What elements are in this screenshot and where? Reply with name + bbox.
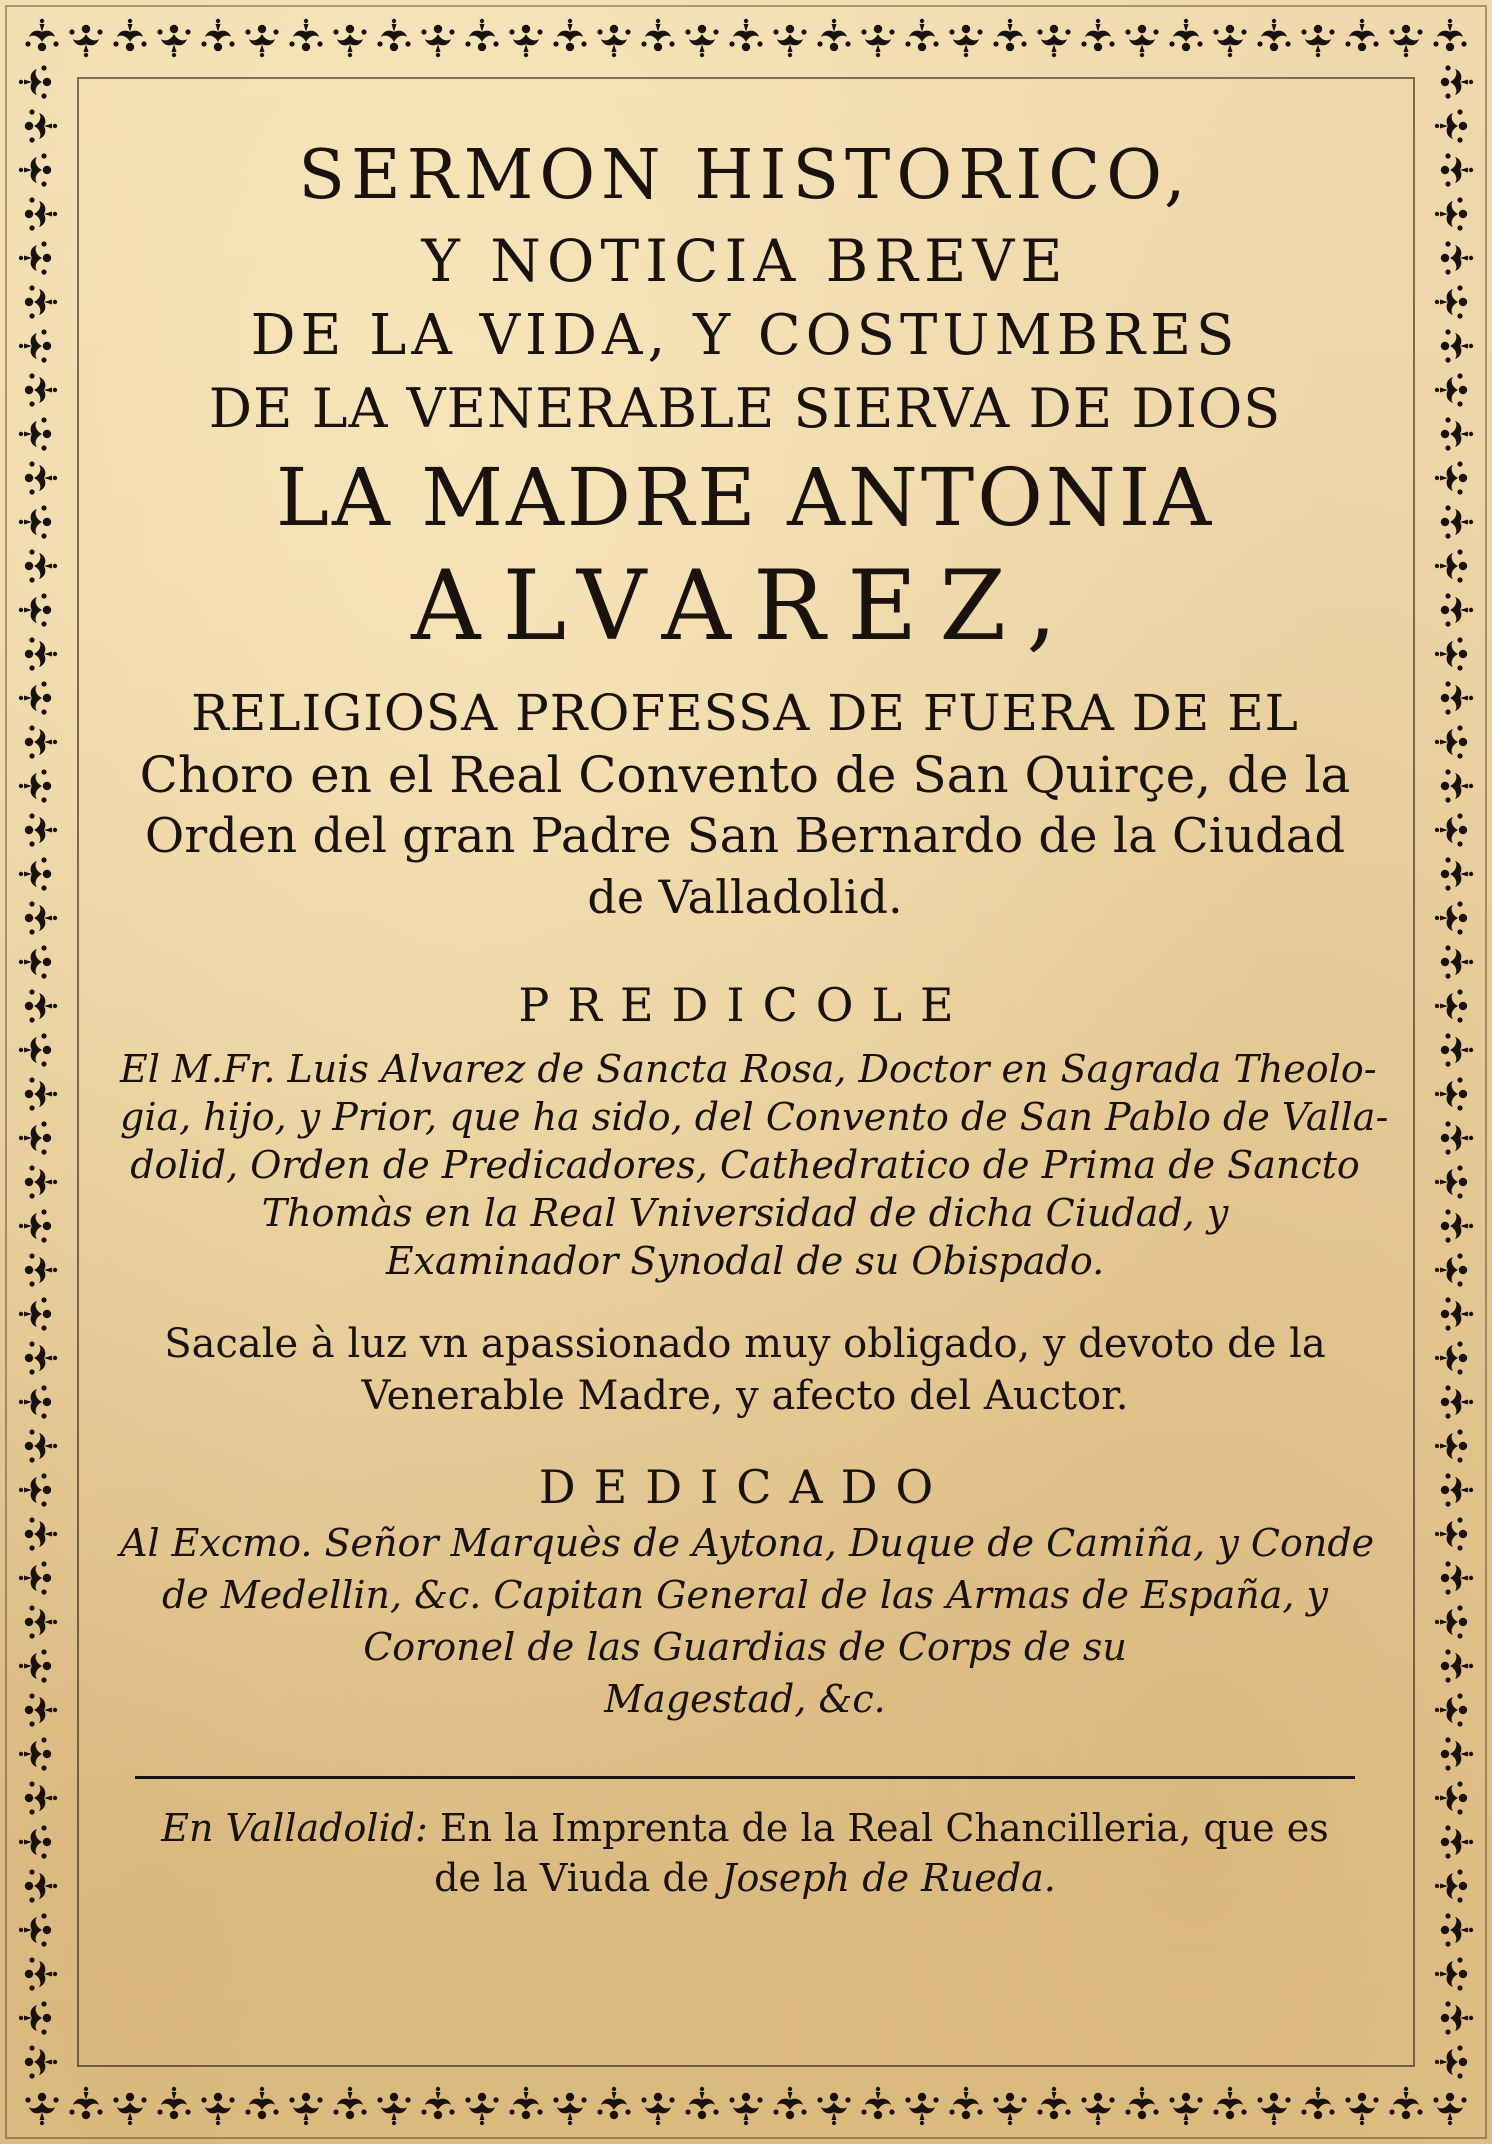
fleuron-ornament bbox=[25, 109, 57, 142]
fleuron-ornament bbox=[1435, 373, 1467, 406]
fleuron-ornament bbox=[1441, 1561, 1473, 1594]
fleuron-ornament bbox=[949, 2087, 982, 2119]
fleuron-ornament bbox=[69, 2087, 102, 2119]
fleuron-ornament bbox=[333, 25, 366, 57]
fleuron-ornament bbox=[993, 19, 1026, 51]
fleuron-ornament bbox=[773, 25, 806, 57]
fleuron-ornament bbox=[19, 505, 51, 538]
fleuron-ornament bbox=[25, 901, 57, 934]
fleuron-ornament bbox=[1389, 2087, 1422, 2119]
fleuron-ornament bbox=[245, 2087, 278, 2119]
fleuron-ornament bbox=[1441, 1737, 1473, 1770]
fleuron-ornament bbox=[949, 25, 982, 57]
title-line-1: SERMON HISTORICO, bbox=[298, 136, 1192, 215]
title-line-6: ALVAREZ, bbox=[411, 550, 1079, 662]
fleuron-ornament bbox=[1435, 901, 1467, 934]
fleuron-ornament bbox=[1435, 1077, 1467, 1110]
fleuron-ornament bbox=[1441, 1385, 1473, 1418]
fleuron-ornament bbox=[597, 2087, 630, 2119]
fleuron-ornament bbox=[685, 2087, 718, 2119]
fleuron-ornament bbox=[1441, 329, 1473, 362]
fleuron-ornament bbox=[25, 725, 57, 758]
fleuron-ornament bbox=[1441, 1913, 1473, 1946]
fleuron-ornament bbox=[641, 19, 674, 51]
fleuron-ornament bbox=[1441, 945, 1473, 978]
title-line-9: Orden del gran Padre San Bernardo de la Ciudad bbox=[144, 808, 1346, 864]
fleuron-ornament bbox=[1435, 197, 1467, 230]
fleuron-ornament bbox=[1441, 1473, 1473, 1506]
fleuron-ornament bbox=[1441, 1121, 1473, 1154]
fleuron-ornament bbox=[19, 241, 51, 274]
fleuron-ornament bbox=[25, 989, 57, 1022]
fleuron-ornament bbox=[1081, 19, 1114, 51]
fleuron-ornament bbox=[773, 2087, 806, 2119]
fleuron-ornament bbox=[817, 2093, 850, 2125]
fleuron-ornament bbox=[509, 25, 542, 57]
fleuron-ornament bbox=[1441, 1297, 1473, 1330]
fleuron-ornament bbox=[157, 2087, 190, 2119]
fleuron-ornament bbox=[1433, 19, 1466, 51]
sacale-line-2: Venerable Madre, y afecto del Auctor. bbox=[361, 1373, 1129, 1419]
fleuron-ornament bbox=[201, 19, 234, 51]
fleuron-ornament bbox=[19, 1561, 51, 1594]
fleuron-ornament bbox=[905, 19, 938, 51]
fleuron-ornament bbox=[25, 1165, 57, 1198]
horizontal-rule bbox=[135, 1776, 1355, 1779]
title-line-2: Y NOTICIA BREVE bbox=[421, 227, 1069, 295]
fleuron-ornament bbox=[113, 19, 146, 51]
predicole-line-5: Examinador Synodal de su Obispado. bbox=[385, 1239, 1105, 1283]
predicole-line-3: dolid, Orden de Predicadores, Cathedratico de Prima de Sancto bbox=[130, 1143, 1360, 1187]
dedicado-line-2: de Medellin, &c. Capitan General de las Armas de España, y bbox=[161, 1573, 1329, 1617]
fleuron-ornament bbox=[1125, 2087, 1158, 2119]
fleuron-ornament bbox=[19, 857, 51, 890]
fleuron-ornament bbox=[1441, 1209, 1473, 1242]
imprint-place: En Valladolid: bbox=[161, 1806, 428, 1850]
predicole-line-2: gia, hijo, y Prior, que ha sido, del Convento de San Pablo de Valla- bbox=[120, 1095, 1389, 1139]
fleuron-ornament bbox=[1435, 1957, 1467, 1990]
fleuron-ornament bbox=[19, 417, 51, 450]
fleuron-ornament bbox=[19, 1825, 51, 1858]
fleuron-ornament bbox=[1435, 1693, 1467, 1726]
fleuron-ornament bbox=[1257, 19, 1290, 51]
fleuron-ornament bbox=[25, 1781, 57, 1814]
fleuron-ornament bbox=[993, 2093, 1026, 2125]
fleuron-ornament bbox=[1441, 2001, 1473, 2034]
fleuron-ornament bbox=[1213, 2087, 1246, 2119]
fleuron-ornament bbox=[377, 2093, 410, 2125]
fleuron-ornament bbox=[1435, 109, 1467, 142]
fleuron-ornament bbox=[1345, 2093, 1378, 2125]
fleuron-ornament bbox=[19, 1913, 51, 1946]
fleuron-ornament bbox=[905, 2093, 938, 2125]
fleuron-ornament bbox=[25, 197, 57, 230]
fleuron-ornament bbox=[1441, 1649, 1473, 1682]
fleuron-ornament bbox=[1441, 241, 1473, 274]
imprint-widow: de la Viuda de bbox=[434, 1856, 710, 1900]
fleuron-ornament bbox=[465, 19, 498, 51]
fleuron-ornament bbox=[1441, 417, 1473, 450]
fleuron-ornament bbox=[157, 25, 190, 57]
fleuron-ornament bbox=[1037, 25, 1070, 57]
fleuron-ornament bbox=[25, 1341, 57, 1374]
fleuron-ornament bbox=[25, 2093, 58, 2125]
fleuron-ornament bbox=[1435, 725, 1467, 758]
fleuron-ornament bbox=[25, 1869, 57, 1902]
fleuron-ornament bbox=[69, 25, 102, 57]
fleuron-ornament bbox=[1435, 989, 1467, 1022]
fleuron-ornament bbox=[1435, 461, 1467, 494]
imprint-name: Joseph de Rueda. bbox=[721, 1856, 1056, 1900]
fleuron-ornament bbox=[1435, 813, 1467, 846]
fleuron-ornament bbox=[465, 2093, 498, 2125]
fleuron-ornament bbox=[1441, 681, 1473, 714]
fleuron-ornament bbox=[1435, 285, 1467, 318]
fleuron-ornament bbox=[1433, 2093, 1466, 2125]
fleuron-ornament bbox=[289, 2093, 322, 2125]
fleuron-ornament bbox=[19, 1385, 51, 1418]
fleuron-ornament bbox=[19, 769, 51, 802]
fleuron-ornament bbox=[1435, 1605, 1467, 1638]
fleuron-ornament bbox=[1213, 25, 1246, 57]
fleuron-ornament bbox=[19, 329, 51, 362]
fleuron-ornament bbox=[19, 593, 51, 626]
predicole-line-1: El M.Fr. Luis Alvarez de Sancta Rosa, Doctor en Sagrada Theolo- bbox=[120, 1047, 1377, 1091]
fleuron-ornament bbox=[597, 25, 630, 57]
fleuron-ornament bbox=[19, 1649, 51, 1682]
title-line-4: DE LA VENERABLE SIERVA DE DIOS bbox=[208, 377, 1282, 440]
fleuron-ornament bbox=[817, 19, 850, 51]
fleuron-ornament bbox=[1081, 2093, 1114, 2125]
fleuron-ornament bbox=[861, 2087, 894, 2119]
fleuron-ornament bbox=[19, 153, 51, 186]
fleuron-ornament bbox=[19, 65, 51, 98]
fleuron-ornament bbox=[1441, 153, 1473, 186]
fleuron-ornament bbox=[19, 1473, 51, 1506]
fleuron-ornament bbox=[1435, 1253, 1467, 1286]
fleuron-ornament bbox=[1435, 637, 1467, 670]
title-line-7: RELIGIOSA PROFESSA DE FUERA DE EL bbox=[191, 684, 1299, 742]
fleuron-ornament bbox=[25, 637, 57, 670]
fleuron-ornament bbox=[25, 373, 57, 406]
fleuron-ornament bbox=[1301, 2087, 1334, 2119]
title-line-8: Choro en el Real Convento de San Quirçe, de la bbox=[139, 746, 1351, 804]
sacale-line-1: Sacale à luz vn apassionado muy obligado, y devoto de la bbox=[164, 1321, 1326, 1367]
fleuron-ornament bbox=[421, 2087, 454, 2119]
dedicado-line-1: Al Excmo. Señor Marquès de Aytona, Duque de Camiña, y Conde bbox=[120, 1521, 1375, 1565]
predicole-heading: PREDICOLE bbox=[518, 978, 972, 1032]
fleuron-ornament bbox=[685, 25, 718, 57]
fleuron-ornament bbox=[729, 19, 762, 51]
fleuron-ornament bbox=[25, 1605, 57, 1638]
fleuron-ornament bbox=[1441, 1033, 1473, 1066]
fleuron-ornament bbox=[25, 1253, 57, 1286]
fleuron-ornament bbox=[1435, 1781, 1467, 1814]
title-line-10: de Valladolid. bbox=[587, 870, 903, 924]
fleuron-ornament bbox=[729, 2093, 762, 2125]
dedicado-line-3: Coronel de las Guardias de Corps de su bbox=[363, 1625, 1127, 1669]
fleuron-ornament bbox=[1441, 505, 1473, 538]
fleuron-ornament bbox=[25, 285, 57, 318]
fleuron-ornament bbox=[19, 1121, 51, 1154]
fleuron-ornament bbox=[25, 549, 57, 582]
fleuron-ornament bbox=[1435, 1165, 1467, 1198]
fleuron-ornament bbox=[509, 2087, 542, 2119]
fleuron-ornament bbox=[25, 19, 58, 51]
fleuron-ornament bbox=[25, 813, 57, 846]
fleuron-ornament bbox=[245, 25, 278, 57]
fleuron-ornament bbox=[1441, 857, 1473, 890]
title-line-5: LA MADRE ANTONIA bbox=[275, 451, 1215, 544]
fleuron-ornament bbox=[1257, 2093, 1290, 2125]
fleuron-ornament bbox=[1125, 25, 1158, 57]
fleuron-ornament bbox=[1169, 19, 1202, 51]
fleuron-ornament bbox=[1435, 549, 1467, 582]
fleuron-ornament bbox=[1389, 25, 1422, 57]
fleuron-ornament bbox=[19, 1209, 51, 1242]
fleuron-ornament bbox=[641, 2093, 674, 2125]
fleuron-ornament bbox=[421, 25, 454, 57]
fleuron-ornament bbox=[1435, 1517, 1467, 1550]
fleuron-ornament bbox=[25, 1693, 57, 1726]
fleuron-ornament bbox=[19, 2001, 51, 2034]
fleuron-ornament bbox=[377, 19, 410, 51]
fleuron-ornament bbox=[25, 1429, 57, 1462]
fleuron-ornament bbox=[1435, 1429, 1467, 1462]
imprint-line-2 bbox=[120, 1856, 1370, 1900]
fleuron-ornament bbox=[1301, 25, 1334, 57]
dedicado-heading: DEDICADO bbox=[538, 1460, 952, 1514]
fleuron-ornament bbox=[19, 681, 51, 714]
fleuron-ornament bbox=[1169, 2093, 1202, 2125]
imprint-line-1 bbox=[120, 1806, 1370, 1850]
fleuron-ornament bbox=[1441, 769, 1473, 802]
fleuron-ornament bbox=[1037, 2087, 1070, 2119]
fleuron-ornament bbox=[333, 2087, 366, 2119]
fleuron-ornament bbox=[1435, 2045, 1467, 2078]
fleuron-ornament bbox=[861, 25, 894, 57]
title-page-text bbox=[120, 130, 1389, 2010]
fleuron-ornament bbox=[19, 1033, 51, 1066]
imprint-printer: En la Imprenta de la Real Chancilleria, que es bbox=[439, 1806, 1329, 1850]
fleuron-ornament bbox=[19, 945, 51, 978]
dedicado-line-4: Magestad, &c. bbox=[604, 1677, 886, 1721]
fleuron-ornament bbox=[1441, 593, 1473, 626]
title-line-3: DE LA VIDA, Y COSTUMBRES bbox=[250, 303, 1240, 368]
fleuron-ornament bbox=[19, 1737, 51, 1770]
fleuron-ornament bbox=[19, 1297, 51, 1330]
fleuron-ornament bbox=[25, 2045, 57, 2078]
fleuron-ornament bbox=[553, 19, 586, 51]
predicole-line-4: Thomàs en la Real Vniversidad de dicha Ciudad, y bbox=[261, 1191, 1229, 1235]
fleuron-ornament bbox=[1435, 1341, 1467, 1374]
fleuron-ornament bbox=[25, 461, 57, 494]
fleuron-ornament bbox=[113, 2093, 146, 2125]
fleuron-ornament bbox=[25, 1957, 57, 1990]
fleuron-ornament bbox=[1441, 65, 1473, 98]
fleuron-ornament bbox=[553, 2093, 586, 2125]
fleuron-ornament bbox=[201, 2093, 234, 2125]
fleuron-ornament bbox=[1345, 19, 1378, 51]
fleuron-ornament bbox=[25, 1517, 57, 1550]
fleuron-ornament bbox=[1435, 1869, 1467, 1902]
fleuron-ornament bbox=[1441, 1825, 1473, 1858]
fleuron-ornament bbox=[289, 19, 322, 51]
fleuron-ornament bbox=[25, 1077, 57, 1110]
